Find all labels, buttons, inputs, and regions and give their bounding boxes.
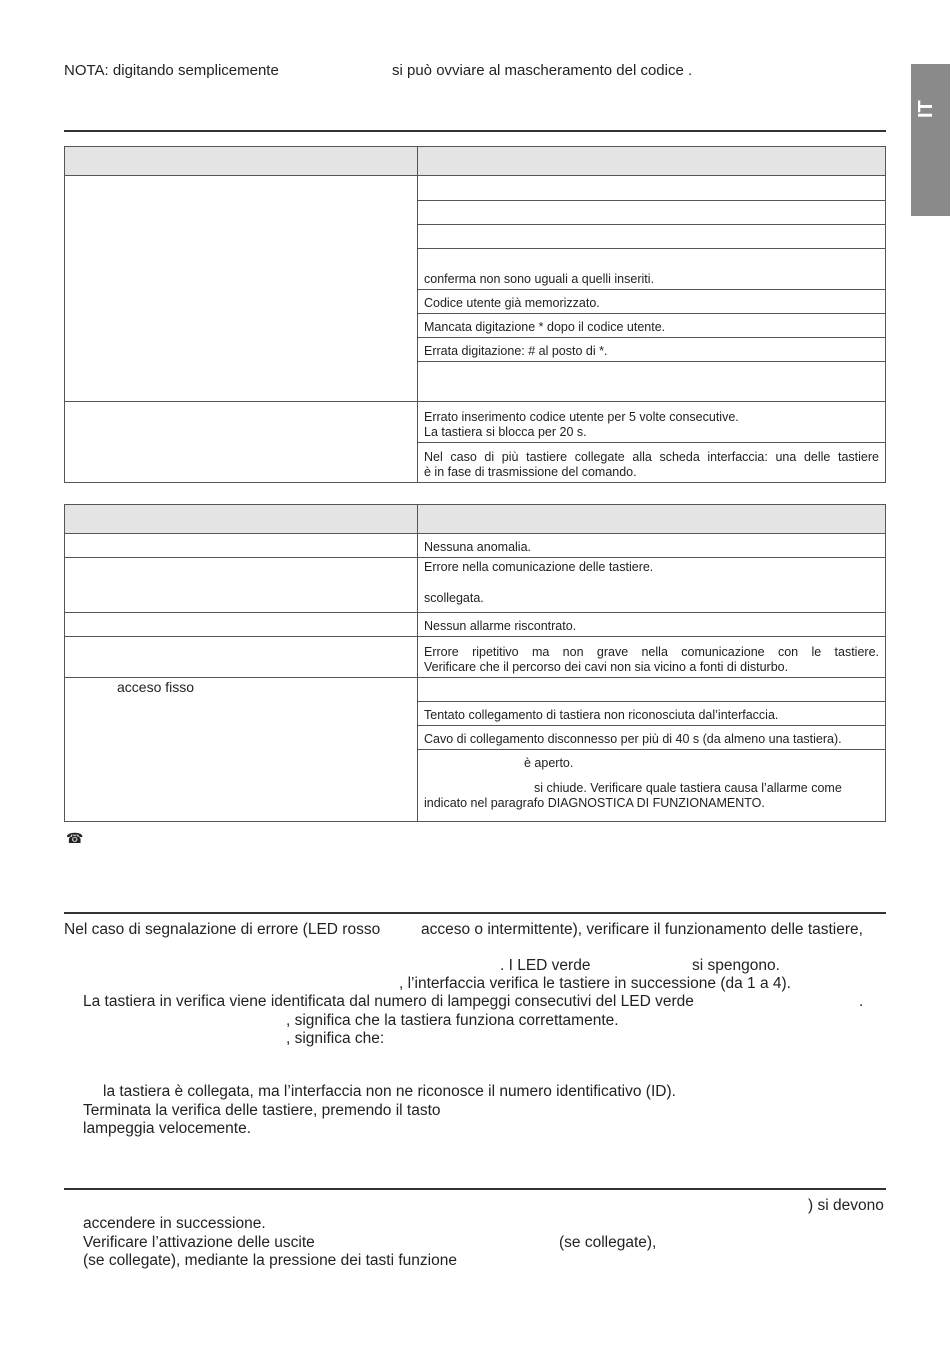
table-cell (418, 402, 886, 443)
table-cell-merged (65, 678, 418, 822)
final-line-3b: (se collegate), (559, 1234, 657, 1251)
final-line-2: accendere in successione. (83, 1215, 266, 1232)
table-cell: Cavo di collegamento disconnesso per più di 40 s (da almeno una tastiera). (418, 726, 886, 750)
table-row (65, 176, 886, 201)
table-cell (65, 637, 418, 678)
table-cell: Tentato collegamento di tastiera non riconosciuta dal’interfaccia. (418, 702, 886, 726)
table-cell: Mancata digitazione * dopo il codice utente. (418, 314, 886, 338)
table-cell-spacer (424, 771, 879, 781)
keypad-signal-table (64, 146, 886, 483)
table-cell-line: è in fase di trasmissione del comando. (424, 465, 637, 479)
diag-line-6: , significa che: (286, 1030, 385, 1047)
diag-line-8: Terminata la verifica delle tastiere, premendo il tasto (83, 1102, 441, 1119)
table-cell (418, 201, 886, 225)
diag-line-4a: La tastiera in verifica viene identificata dal numero di lampeggi consecutivi del LED verde (83, 993, 694, 1010)
nota-prefix: NOTA: digitando semplicemente (64, 62, 279, 79)
table-header-cell (65, 147, 418, 176)
table-cell-line: è aperto. (524, 756, 574, 770)
section-rule (64, 130, 886, 132)
table-cell-line: Verificare che il percorso dei cavi non sia vicino a fonti di disturbo. (424, 660, 789, 674)
interface-signal-table (64, 504, 886, 822)
table-row (65, 678, 886, 702)
final-line-1: ) si devono (808, 1197, 884, 1214)
table-cell-line: Errore ripetitivo ma non grave nella comunicazione con le tastiere. (424, 645, 879, 659)
table-cell-merged (65, 402, 418, 483)
table-cell (418, 750, 886, 822)
diag-line-1b: acceso o intermittente), verificare il funzionamento delle tastiere, (421, 921, 863, 938)
table-cell (418, 678, 886, 702)
language-tab-label: IT (915, 100, 937, 118)
table-cell: Nessuna anomalia. (418, 534, 886, 558)
diag-line-5: , significa che la tastiera funziona correttamente. (286, 1012, 619, 1029)
table-row (65, 534, 886, 558)
final-line-3a: Verificare l’attivazione delle uscite (83, 1234, 315, 1251)
section-rule (64, 912, 886, 914)
table-header-cell (418, 147, 886, 176)
table-cell: Codice utente già memorizzato. (418, 290, 886, 314)
table-cell (418, 637, 886, 678)
section-rule (64, 1188, 886, 1190)
table-row (65, 402, 886, 443)
table-cell-line: Nel caso di più tastiere collegate alla scheda interfaccia: una delle tastiere (424, 450, 879, 464)
table-header-cell (418, 505, 886, 534)
table-cell (65, 534, 418, 558)
table-cell-line: scollegata. (424, 591, 484, 605)
acceso-fisso-label: acceso fisso (117, 679, 195, 695)
table-cell (65, 613, 418, 637)
table-cell-line: Errore nella comunicazione delle tastiere. (424, 560, 654, 574)
table-cell-line: indicato nel paragrafo DIAGNOSTICA DI FUNZIONAMENTO. (424, 796, 765, 810)
table-cell (418, 558, 886, 613)
table-cell (65, 558, 418, 613)
table-cell (418, 362, 886, 402)
table-cell: conferma non sono uguali a quelli inseriti. (418, 249, 886, 290)
table-cell-line: Errato inserimento codice utente per 5 volte consecutive. (424, 410, 739, 424)
table-cell (418, 443, 886, 483)
table-cell-merged (65, 176, 418, 402)
diag-line-2b: si spengono. (692, 957, 780, 974)
diag-line-9: lampeggia velocemente. (83, 1120, 252, 1137)
table-cell (418, 176, 886, 201)
table-cell: Errata digitazione: # al posto di *. (418, 338, 886, 362)
table-header-row (65, 505, 886, 534)
nota-suffix: si può ovviare al mascheramento del codice . (392, 62, 693, 79)
language-tab (911, 64, 950, 216)
table-row (65, 637, 886, 678)
table-row (65, 613, 886, 637)
telephone-icon: ☎ (66, 830, 84, 846)
diag-line-1a: Nel caso di segnalazione di errore (LED rosso (64, 921, 381, 938)
table-header-cell (65, 505, 418, 534)
diag-line-4b: . (859, 993, 864, 1010)
table-cell-line: si chiude. Verificare quale tastiera causa l’allarme come (534, 781, 842, 795)
table-cell-line: La tastiera si blocca per 20 s. (424, 425, 587, 439)
final-line-4: (se collegate), mediante la pressione dei tasti funzione (83, 1252, 457, 1269)
table-header-row (65, 147, 886, 176)
diag-line-2a: . I LED verde (500, 957, 591, 974)
diag-line-3: , l’interfaccia verifica le tastiere in successione (da 1 a 4). (399, 975, 791, 992)
diag-line-7: la tastiera è collegata, ma l’interfaccia non ne riconosce il numero identificativo (ID). (103, 1083, 676, 1100)
table-cell-spacer (424, 575, 879, 591)
table-row (65, 558, 886, 613)
table-cell (418, 225, 886, 249)
table-cell: Nessun allarme riscontrato. (418, 613, 886, 637)
